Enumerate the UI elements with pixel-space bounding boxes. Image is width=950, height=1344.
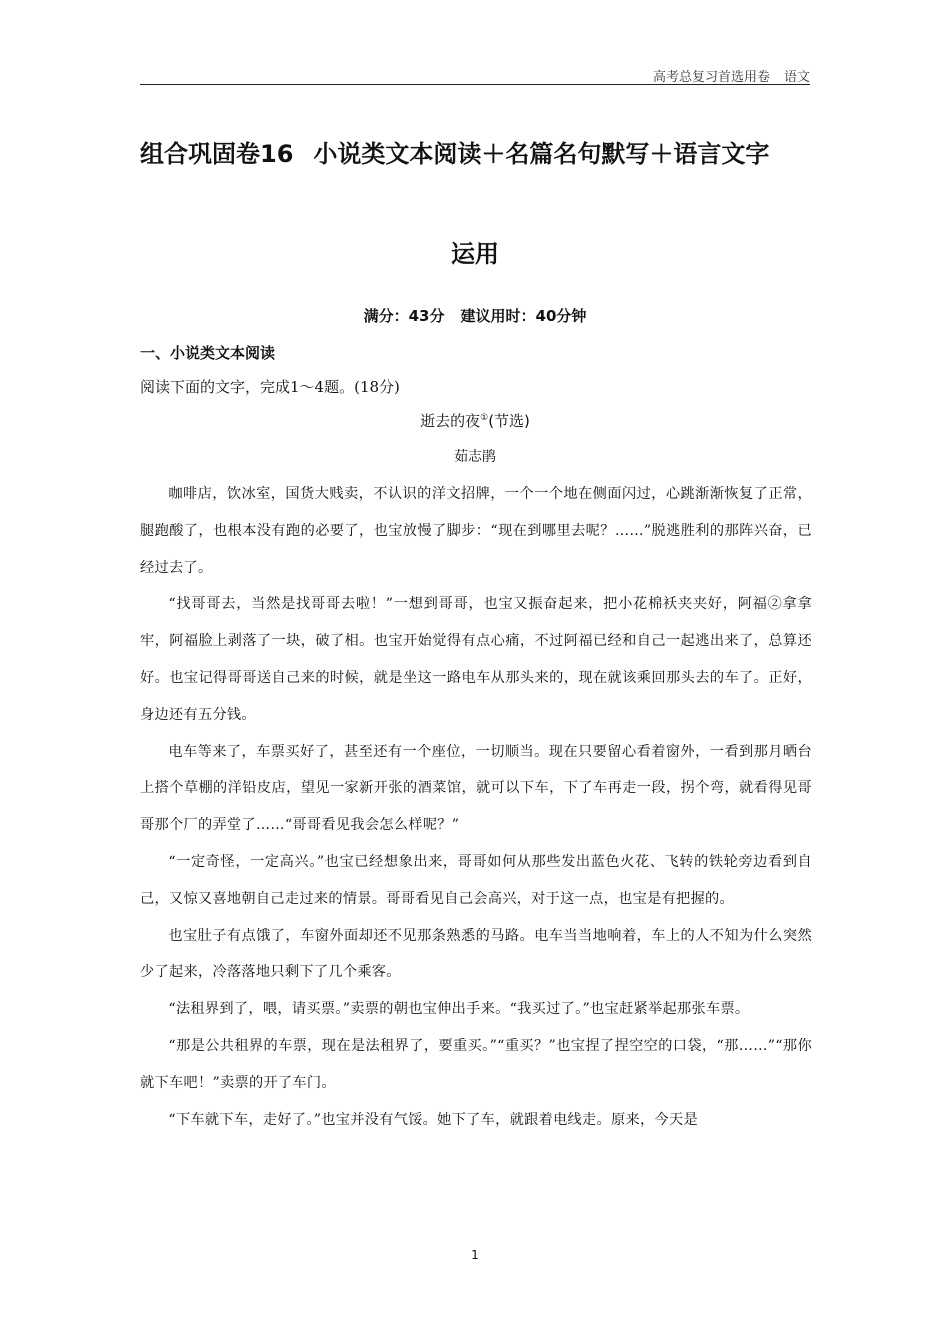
story-title — [0, 410, 950, 431]
story-paragraph: 咖啡店，饮冰室，国货大贱卖，不认识的洋文招牌，一个一个地在侧面闪过，心跳渐渐恢复了正常，腿跑酸了，也根本没有跑的必要了，也宝放慢了脚步：“现在到哪里去呢？……”脱逃胜利的那阵兴奋，已经过去了。 — [140, 486, 812, 576]
story-paragraph: 电车等来了，车票买好了，甚至还有一个座位，一切顺当。现在只要留心看着窗外，一看到那月晒台上搭个草棚的洋铅皮店，望见一家新开张的酒菜馆，就可以下车，下了车再走一段，拐个弯，就看得见哥哥那个厂的弄堂了……“哥哥看见我会怎么样呢？” — [140, 743, 812, 834]
story-paragraph: “找哥哥去，当然是找哥哥去啦！”一想到哥哥，也宝又振奋起来，把小花棉袄夹夹好，阿福②拿拿牢，阿福脸上剥落了一块，破了相。也宝开始觉得有点心痛，不过阿福已经和自己一起逃出来了，总算还好。也宝记得哥哥送自己来的时候，就是坐这一路电车从那头来的，现在就该乘回那头去的车了。正好，身边还有五分钱。 — [140, 596, 812, 723]
story-paragraph: “一定奇怪，一定高兴。”也宝已经想象出来，哥哥如何从那些发出蓝色火花、飞转的铁轮旁边看到自己，又惊又喜地朝自己走过来的情景。哥哥看见自己会高兴，对于这一点，也宝是有把握的。 — [140, 853, 812, 907]
page-number: 1 — [471, 1248, 479, 1262]
story-author: 茹志鹃 — [454, 449, 496, 465]
story-paragraph: 也宝肚子有点饿了，车窗外面却还不见那条熟悉的马路。电车当当地响着，车上的人不知为什么突然少了起来，冷落落地只剩下了几个乘客。 — [140, 927, 812, 981]
title-topics: 小说类文本阅读＋名篇名句默写＋语言文字 — [313, 140, 770, 168]
header-book-title: 高考总复习首选用卷 — [652, 70, 770, 85]
story-title-suffix: (节选) — [488, 412, 530, 430]
page-header — [140, 62, 810, 85]
header-subject: 语文 — [783, 70, 810, 85]
story-title-text: 逝去的夜 — [420, 412, 481, 430]
full-marks: 满分：43分 — [363, 307, 445, 325]
score-line — [0, 305, 950, 326]
title-volume: 组合巩固卷16 — [140, 140, 294, 168]
page-title — [140, 134, 820, 169]
page-title-continued: 运用 — [451, 240, 499, 268]
story-paragraph: “那是公共租界的车票，现在是法租界了，要重买。”“重买？”也宝捏了捏空空的口袋，“那……”“那你就下车吧！”卖票的开了车门。 — [140, 1037, 812, 1091]
section-heading: 一、小说类文本阅读 — [140, 344, 276, 362]
story-paragraph: “法租界到了，喂，请买票。”卖票的朝也宝伸出手来。“我买过了。”也宝赶紧举起那张车票。 — [168, 1001, 750, 1018]
suggested-time: 建议用时：40分钟 — [460, 307, 587, 325]
story-title-footnote: ① — [480, 413, 489, 423]
story-body — [140, 476, 812, 1138]
story-paragraph: “下车就下车，走好了。”也宝并没有气馁。她下了车，就跟着电线走。原来，今天是 — [168, 1111, 698, 1128]
section-instruction: 阅读下面的文字，完成1～4题。(18分) — [140, 378, 400, 396]
